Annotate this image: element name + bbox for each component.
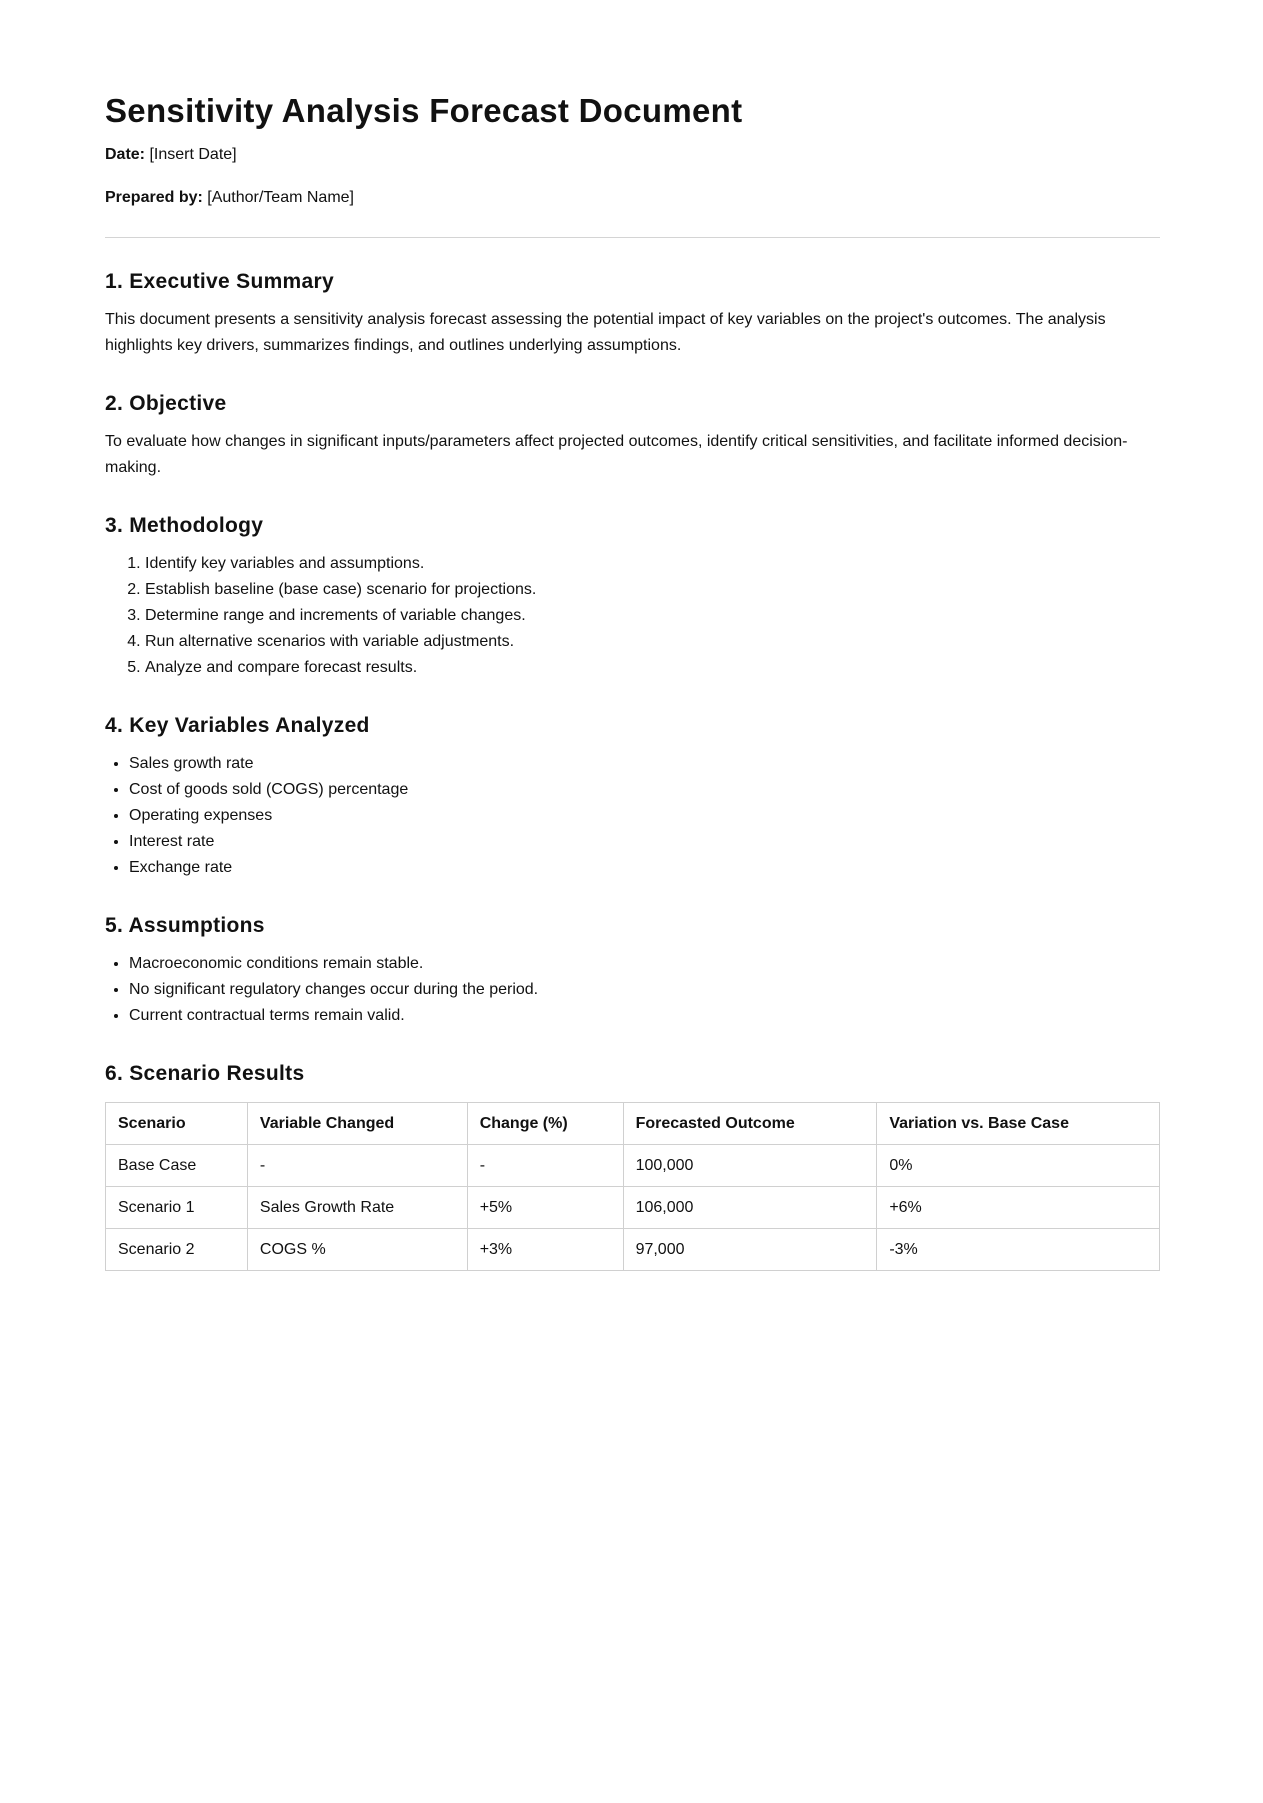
- table-cell: +5%: [467, 1187, 623, 1229]
- column-header: Forecasted Outcome: [623, 1103, 877, 1145]
- list-item: 4. Run alternative scenarios with variable adjustments.: [145, 629, 1160, 655]
- section-heading: 5. Assumptions: [105, 914, 265, 937]
- section-objective: [105, 389, 1160, 481]
- table-cell: 100,000: [623, 1145, 877, 1187]
- prepared-by-label: Prepared by:: [105, 189, 203, 206]
- section-scenario-results: [105, 1059, 1160, 1271]
- table-cell: 106,000: [623, 1187, 877, 1229]
- list-item: 1. Identify key variables and assumptions.: [145, 551, 1160, 577]
- table-header-row: [106, 1103, 1160, 1145]
- table-cell: -3%: [877, 1229, 1160, 1271]
- prepared-by-line: [105, 186, 1160, 210]
- table-row: [106, 1229, 1160, 1271]
- document-title: Sensitivity Analysis Forecast Document: [105, 92, 743, 129]
- table-cell: +3%: [467, 1229, 623, 1271]
- section-paragraph: To evaluate how changes in significant inputs/parameters affect projected outcomes, identify critical sensitivities, and facilitate informed decision-making.: [105, 433, 1128, 476]
- methodology-list: [123, 551, 1160, 681]
- section-key-variables: [105, 711, 1160, 881]
- list-item: 2. Establish baseline (base case) scenario for projections.: [145, 577, 1160, 603]
- table-row: [106, 1187, 1160, 1229]
- section-methodology: [105, 511, 1160, 681]
- section-heading: 2. Objective: [105, 392, 227, 415]
- list-item: • No significant regulatory changes occur during the period.: [129, 977, 1160, 1003]
- section-executive-summary: [105, 267, 1160, 359]
- table-cell: +6%: [877, 1187, 1160, 1229]
- table-cell: -: [467, 1145, 623, 1187]
- list-item: • Current contractual terms remain valid.: [129, 1003, 1160, 1029]
- list-item: 3. Determine range and increments of variable changes.: [145, 603, 1160, 629]
- table-cell: COGS %: [247, 1229, 467, 1271]
- variables-list: [105, 751, 1160, 881]
- date-line: [105, 143, 1160, 167]
- section-heading: 1. Executive Summary: [105, 270, 334, 293]
- date-label: Date:: [105, 146, 146, 163]
- table-cell: 97,000: [623, 1229, 877, 1271]
- list-item: • Sales growth rate: [129, 751, 1160, 777]
- list-item: • Cost of goods sold (COGS) percentage: [129, 777, 1160, 803]
- table-row: [106, 1145, 1160, 1187]
- column-header: Scenario: [106, 1103, 248, 1145]
- list-item: • Operating expenses: [129, 803, 1160, 829]
- list-item: • Interest rate: [129, 829, 1160, 855]
- table-cell: Sales Growth Rate: [247, 1187, 467, 1229]
- scenario-results-table: [105, 1102, 1160, 1271]
- list-item: • Exchange rate: [129, 855, 1160, 881]
- section-heading: 4. Key Variables Analyzed: [105, 714, 370, 737]
- table-cell: Base Case: [106, 1145, 248, 1187]
- table-cell: 0%: [877, 1145, 1160, 1187]
- section-heading: 3. Methodology: [105, 514, 264, 537]
- prepared-by-value: [Author/Team Name]: [207, 189, 354, 206]
- section-paragraph: This document presents a sensitivity analysis forecast assessing the potential impact of key variables on the project's outcomes. The analysis highlights key drivers, summarizes findings, and outlines underlying assumptions.: [105, 311, 1106, 354]
- column-header: Change (%): [467, 1103, 623, 1145]
- table-cell: Scenario 2: [106, 1229, 248, 1271]
- list-item: 5. Analyze and compare forecast results.: [145, 655, 1160, 681]
- table-cell: Scenario 1: [106, 1187, 248, 1229]
- section-assumptions: [105, 911, 1160, 1029]
- list-item: • Macroeconomic conditions remain stable.: [129, 951, 1160, 977]
- table-cell: -: [247, 1145, 467, 1187]
- date-value: [Insert Date]: [149, 146, 237, 163]
- column-header: Variable Changed: [247, 1103, 467, 1145]
- column-header: Variation vs. Base Case: [877, 1103, 1160, 1145]
- section-heading: 6. Scenario Results: [105, 1062, 305, 1085]
- assumptions-list: [105, 951, 1160, 1029]
- header-divider: [105, 237, 1160, 238]
